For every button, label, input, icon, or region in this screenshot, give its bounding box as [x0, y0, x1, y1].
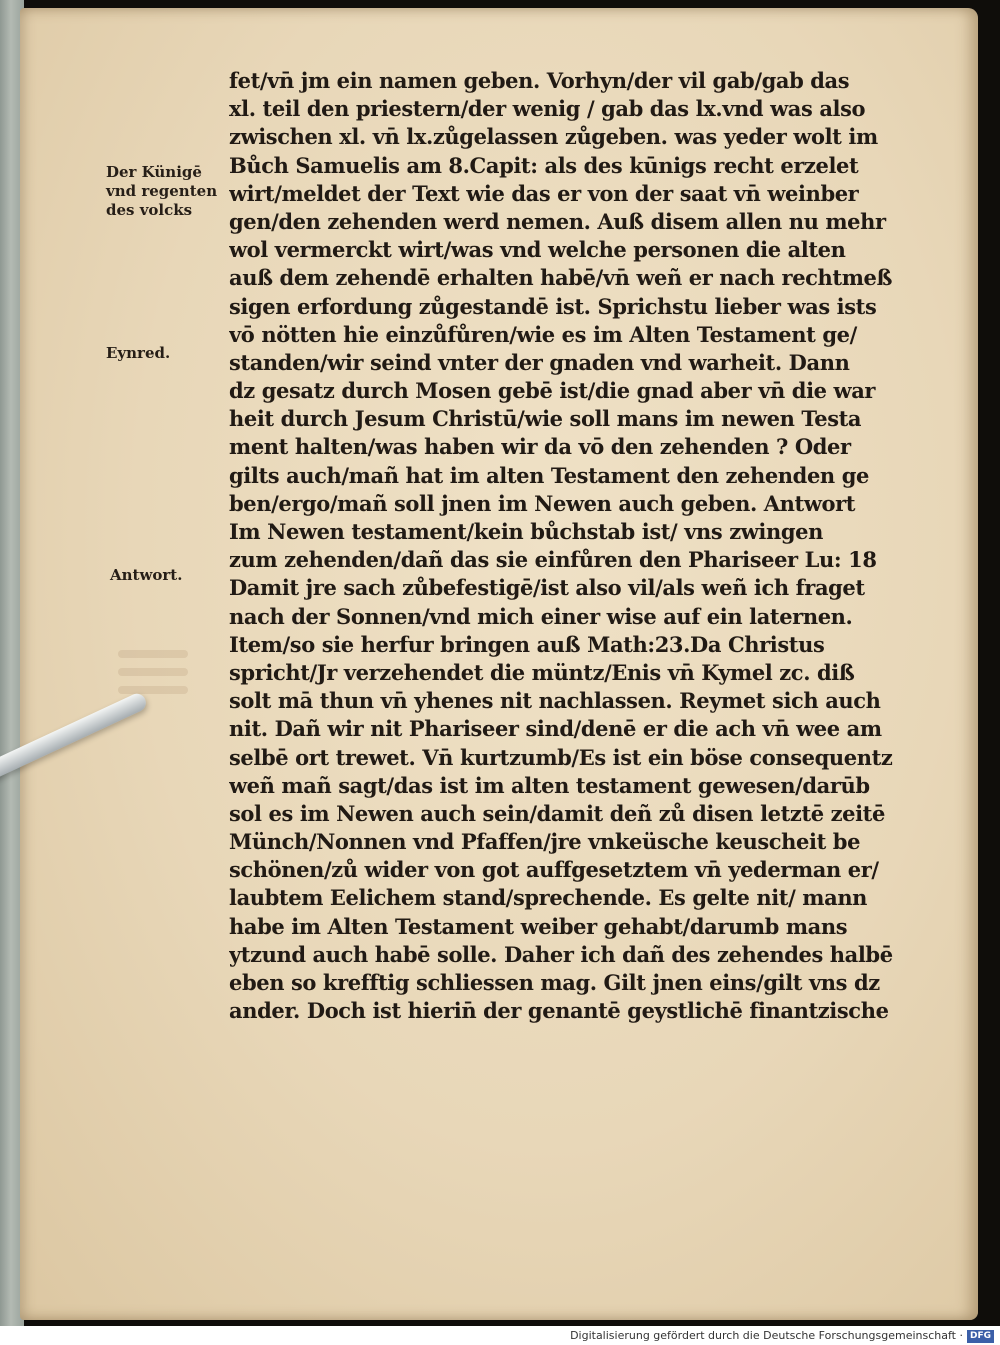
digitization-footer	[0, 1326, 1000, 1345]
text-line: gilts auch/mañ hat im alten Testament den zehenden ge	[229, 462, 869, 488]
text-line: auß dem zehendē erhalten habē/vn̄ weñ er nach rechtmeß	[229, 265, 893, 291]
text-line: wol vermerckt wirt/was vnd welche personen die alten	[229, 237, 846, 263]
text-line: ander. Doch ist hierin̄ der genantē geystlichē finantzische	[229, 998, 889, 1024]
text-line: sol es im Newen auch sein/damit deñ zů disen letztē zeitē	[229, 800, 885, 826]
text-line: Im Newen testament/kein bůchstab ist/ vns zwingen	[229, 519, 823, 544]
text-line: gen/den zehenden werd nemen. Auß disem allen nu mehr	[229, 208, 886, 234]
text-line: ytzund auch habē solle. Daher ich dañ des zehendes halbē	[229, 941, 893, 967]
text-line: laubtem Eelichem stand/sprechende. Es gelte nit/ mann	[229, 885, 868, 911]
text-line: ment halten/was haben wir da vō den zehenden ? Oder	[229, 434, 851, 460]
text-line: spricht/Jr verzehendet die müntz/Enis vn̄ Kymel zc. diß	[229, 659, 855, 685]
marginal-note-kings: Der Künigē vnd regenten des volcks	[106, 163, 218, 219]
text-line: heit durch Jesum Christū/wie soll mans im newen Testa	[229, 406, 862, 432]
text-line: habe im Alten Testament weiber gehabt/darumb mans	[229, 913, 848, 939]
marginal-note-objection: Eynred.	[106, 344, 171, 362]
text-line: zwischen xl. vn̄ lx.zůgelassen zůgeben. was yeder wolt im	[229, 124, 878, 150]
text-line: ben/ergo/mañ soll jnen im Newen auch geben. Antwort	[229, 490, 856, 516]
text-line: fet/vn̄ jm ein namen geben. Vorhyn/der vil gab/gab das	[229, 68, 850, 93]
dfg-logo: DFG	[967, 1330, 994, 1343]
body-text-block	[229, 67, 929, 1025]
text-line: selbē ort trewet. Vn̄ kurtzumb/Es ist ein böse consequentz	[229, 744, 893, 770]
text-line: nit. Dañ wir nit Phariseer sind/denē er die ach vn̄ wee am	[229, 716, 882, 742]
marginal-note-answer: Antwort.	[110, 566, 183, 584]
text-line: vō nötten hie einzůfůren/wie es im Alten Testament ge/	[229, 321, 857, 347]
text-line: Münch/Nonnen vnd Pfaffen/jre vnkeüsche keuscheit be	[229, 829, 861, 855]
text-line: xl. teil den priestern/der wenig / gab das lx.vnd was also	[229, 96, 866, 122]
text-line: wirt/meldet der Text wie das er von der saat vn̄ weinber	[229, 180, 859, 206]
funding-credit: Digitalisierung gefördert durch die Deutsche Forschungsgemeinschaft ·	[570, 1329, 963, 1342]
text-line: standen/wir seind vnter der gnaden vnd warheit. Dann	[229, 349, 850, 375]
text-line: Bůch Samuelis am 8.Capit: als des kūnigs recht erzelet	[229, 152, 859, 178]
text-line: nach der Sonnen/vnd mich einer wise auf ein laternen.	[229, 603, 853, 629]
text-line: solt mā thun vn̄ yhenes nit nachlassen. Reymet sich auch	[229, 688, 881, 714]
text-line: weñ mañ sagt/das ist im alten testament gewesen/darūb	[229, 772, 870, 798]
text-line: dz gesatz durch Mosen gebē ist/die gnad aber vn̄ die war	[229, 378, 876, 404]
text-line: schönen/zů wider von got auffgesetztem vn̄ yederman er/	[229, 857, 879, 883]
text-line: eben so krefftig schliessen mag. Gilt jnen eins/gilt vns dz	[229, 970, 880, 995]
text-line: sigen erfordung zůgestandē ist. Sprichstu lieber was ists	[229, 293, 877, 319]
text-line: zum zehenden/dañ das sie einfůren den Phariseer Lu: 18	[229, 547, 877, 573]
text-line: Damit jre sach zůbefestigē/ist also vil/als weñ ich fraget	[229, 575, 865, 601]
text-line: Item/so sie herfur bringen auß Math:23.Da Christus	[229, 631, 825, 657]
